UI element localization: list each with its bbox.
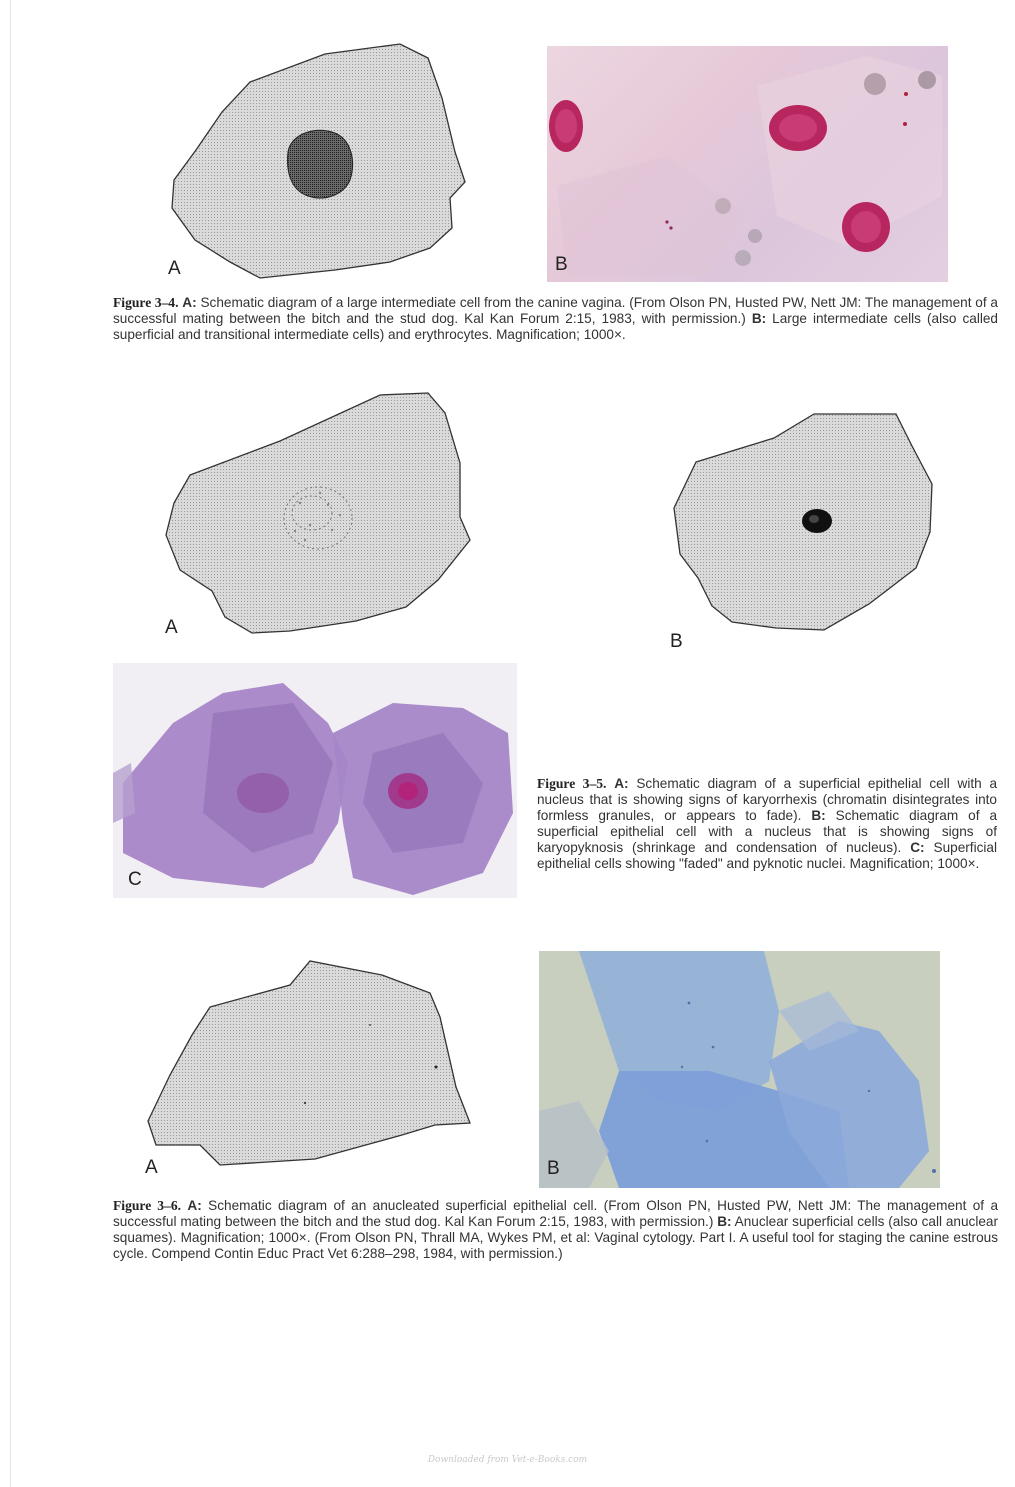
anuclear-squames-micrograph-icon — [539, 951, 940, 1188]
figure-3-5-panel-a-label: A — [165, 617, 178, 638]
figure-3-5-caption — [537, 776, 997, 872]
anucleated-cell-diagram-icon — [140, 955, 480, 1175]
intermediate-cells-micrograph-icon — [547, 46, 948, 282]
caption-b-label: B: — [811, 808, 826, 823]
figure-3-6-caption — [113, 1198, 998, 1262]
caption-a-text: Schematic diagram of a superficial epithelial cell with a nucleus that is showing signs of karyorrhexis (chromatin disintegrates into formless granules, or appears to fade). — [537, 776, 998, 823]
figure-3-5-panel-c-label: C — [128, 869, 142, 890]
superficial-cells-micrograph-icon — [113, 663, 517, 898]
figure-3-6-panel-a-label: A — [145, 1157, 158, 1178]
caption-a-label: A: — [614, 776, 629, 791]
caption-a-text: Schematic diagram of an anucleated superficial epithelial cell. (From Olson PN, Husted PW, Nett JM: The management of a successful mating between the bitch and the stud dog. Kal Kan Forum 2:15, 1983, with permission.) — [113, 1198, 998, 1229]
caption-a-text: Schematic diagram of a large intermediate cell from the canine vagina. (From Olson PN, Husted PW, Nett JM: The management of a successful mating between the bitch and the stud dog. Kal Kan Forum 2:15, 1983, with permission.) — [113, 295, 998, 326]
figure-3-4-number: Figure 3–4. — [113, 295, 179, 310]
figure-3-5-panel-b-label: B — [670, 631, 683, 652]
caption-b-label: B: — [717, 1214, 732, 1229]
figure-3-4-panel-b-label: B — [555, 254, 568, 275]
caption-a-label: A: — [187, 1198, 202, 1213]
page-edge-line — [10, 0, 11, 1487]
figure-3-6-number: Figure 3–6. — [113, 1198, 182, 1213]
caption-c-text: Superficial epithelial cells showing "faded" and pyknotic nuclei. Magnification; 1000×. — [537, 840, 997, 871]
figure-3-4-panel-a-label: A — [168, 258, 181, 279]
karyopyknosis-cell-diagram-icon — [664, 406, 939, 651]
caption-b-label: B: — [751, 311, 767, 326]
caption-b-text: Schematic diagram of a superficial epithelial cell with a nucleus that is showing signs of karyopyknosis (shrinkage and condensation of nucleus). — [537, 808, 997, 855]
caption-b-text: Anuclear superficial cells (also call anuclear squames). Magnification; 1000×. (From Olson PN, Thrall MA, Wykes PM, et al: Vaginal cytology. Part I. A useful tool for staging the canine estrous cycle. Compend Contin Educ Pract Vet 6:288–298, 1984, with permission.) — [113, 1214, 998, 1261]
caption-a-label: A: — [182, 295, 197, 310]
karyorrhexis-cell-diagram-icon — [160, 385, 480, 640]
figure-3-5-number: Figure 3–5. — [537, 776, 607, 791]
caption-b-text: Large intermediate cells (also called superficial and transitional intermediate cells) and erythrocytes. Magnification; 1000×. — [113, 311, 998, 342]
figure-3-4-caption — [113, 295, 998, 343]
caption-c-label: C: — [910, 840, 925, 855]
download-watermark: Downloaded from Vet-e-Books.com — [427, 1455, 588, 1465]
figure-3-6-panel-b-label: B — [547, 1158, 560, 1179]
large-intermediate-cell-diagram-icon — [160, 40, 480, 285]
